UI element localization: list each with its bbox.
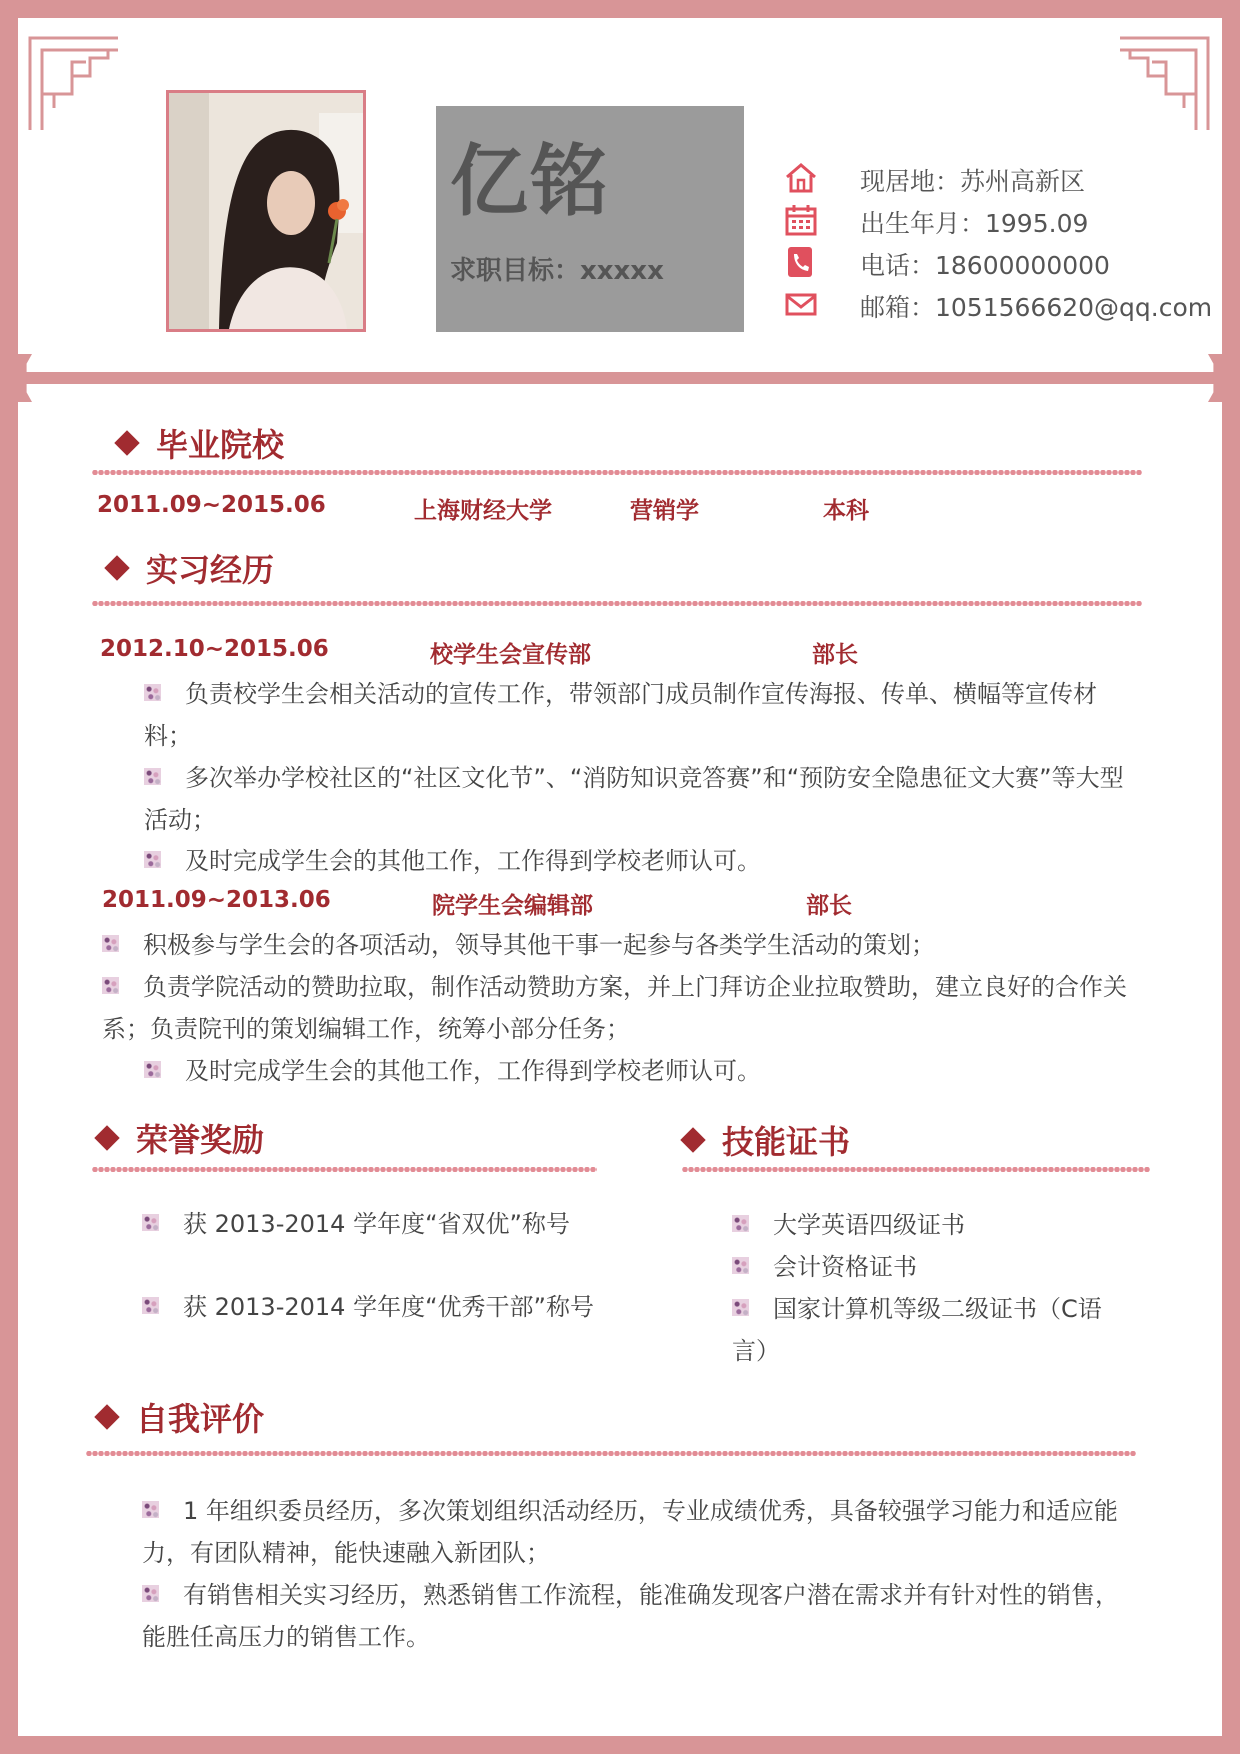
diamond-icon (94, 1404, 119, 1429)
bullet-icon (102, 935, 119, 952)
job-period: 2011.09~2013.06 (102, 887, 331, 913)
job-role: 部长 (812, 642, 858, 668)
section-divider (92, 601, 1142, 606)
section-divider (92, 1167, 597, 1172)
bullet-icon (142, 1585, 159, 1602)
bullet-icon (142, 1297, 159, 1314)
education-school: 上海财经大学 (414, 498, 552, 524)
education-period: 2011.09~2015.06 (97, 492, 326, 518)
corner-ornament-icon (28, 36, 120, 132)
info-row-phone (784, 242, 1224, 284)
info-row-address (784, 158, 1224, 200)
birth-text: 出生年月：1995.09 (860, 209, 1089, 238)
info-row-email (784, 284, 1224, 326)
candidate-name: 亿铭 (450, 137, 611, 227)
calendar-icon (784, 204, 818, 236)
job-org: 院学生会编辑部 (432, 893, 593, 919)
section-title-honors: 荣誉奖励 (98, 1115, 264, 1161)
section-title-education: 毕业院校 (118, 420, 284, 466)
section-title-self-eval: 自我评价 (98, 1394, 264, 1440)
bullet-icon (144, 768, 161, 785)
name-block (436, 106, 744, 332)
list-item: 负责校学生会相关活动的宣传工作，带领部门成员制作宣传海报、传单、横幅等宣传材料； (144, 680, 1097, 750)
diamond-icon (114, 430, 139, 455)
bullet-icon (732, 1299, 749, 1316)
list-item: 获 2013-2014 学年度“省双优”称号 (142, 1203, 597, 1245)
job-role: 部长 (806, 893, 852, 919)
bullet-icon (732, 1257, 749, 1274)
job-org: 校学生会宣传部 (430, 642, 591, 668)
profile-photo (166, 90, 366, 332)
list-item: 多次举办学校社区的“社区文化节”、“消防知识竞答赛”和“预防安全隐患征文大赛”等大型活动； (144, 764, 1124, 834)
section-title-internship: 实习经历 (108, 545, 274, 591)
bullet-icon (144, 851, 161, 868)
email-text: 邮箱：1051566620@qq.com (860, 293, 1213, 322)
info-row-birth (784, 200, 1224, 242)
diamond-icon (680, 1127, 705, 1152)
section-divider (86, 1451, 1136, 1456)
contact-info (784, 158, 1224, 326)
header-divider-band (18, 372, 1222, 384)
phone-text: 电话：18600000000 (860, 251, 1110, 280)
bullet-icon (142, 1214, 159, 1231)
portrait-illustration (169, 93, 363, 329)
bullet-icon (102, 977, 119, 994)
list-item: 负责学院活动的赞助拉取，制作活动赞助方案，并上门拜访企业拉取赞助，建立良好的合作关系；负责院刊的策划编辑工作，统筹小部分任务； (102, 973, 1127, 1043)
phone-icon (784, 246, 818, 278)
list-item: 大学英语四级证书 (732, 1204, 1132, 1246)
section-title-skills: 技能证书 (684, 1117, 850, 1163)
list-item: 积极参与学生会的各项活动，领导其他干事一起参与各类学生活动的策划； (102, 924, 1134, 966)
bullet-icon (144, 684, 161, 701)
list-item: 会计资格证书 (732, 1246, 1132, 1288)
diamond-icon (94, 1125, 119, 1150)
education-major: 营销学 (630, 498, 699, 524)
list-item: 及时完成学生会的其他工作，工作得到学校老师认可。 (144, 840, 1134, 882)
list-item: 获 2013-2014 学年度“优秀干部”称号 (142, 1286, 597, 1328)
bullet-icon (144, 1061, 161, 1078)
job-goal: 求职目标：xxxxx (450, 256, 664, 286)
list-item: 及时完成学生会的其他工作，工作得到学校老师认可。 (144, 1050, 1134, 1092)
list-item: 有销售相关实习经历，熟悉销售工作流程，能准确发现客户潜在需求并有针对性的销售，能胜任高压力的销售工作。 (142, 1581, 1119, 1651)
education-degree: 本科 (823, 498, 869, 524)
list-item: 国家计算机等级二级证书（C语言） (732, 1295, 1102, 1365)
home-icon (784, 162, 818, 194)
bullet-icon (732, 1215, 749, 1232)
job-period: 2012.10~2015.06 (100, 636, 329, 662)
diamond-icon (104, 555, 129, 580)
bullet-icon (142, 1501, 159, 1518)
section-divider (682, 1167, 1150, 1172)
address-text: 现居地：苏州高新区 (860, 167, 1086, 196)
list-item: 1 年组织委员经历，多次策划组织活动经历，专业成绩优秀，具备较强学习能力和适应能力，有团队精神，能快速融入新团队； (142, 1497, 1118, 1567)
mail-icon (784, 288, 818, 320)
corner-ornament-icon (1118, 36, 1210, 132)
section-divider (92, 470, 1142, 475)
